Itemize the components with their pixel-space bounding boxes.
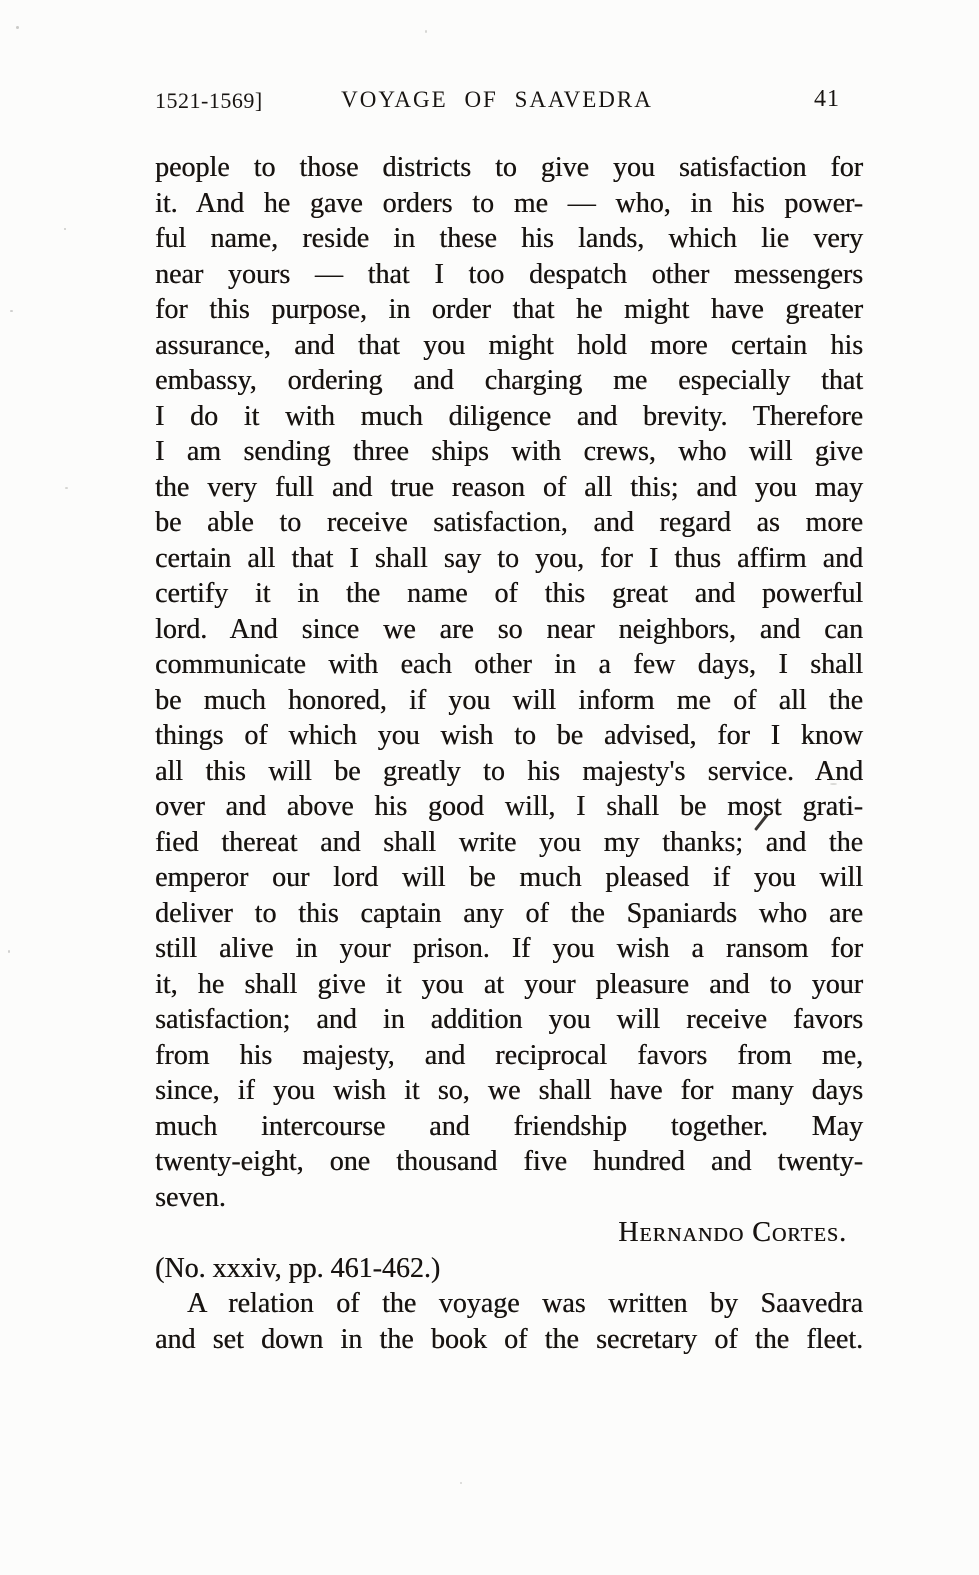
text-line: certify it in the name of this great and powerful xyxy=(155,578,863,609)
scan-speck xyxy=(64,228,66,230)
text-line: deliver to this captain any of the Spaniards who are xyxy=(155,897,863,929)
text-line: over and above his good will, I shall be most grati- xyxy=(155,791,863,822)
text-line: seven. xyxy=(155,1181,226,1213)
text-line: emperor our lord will be much pleased if you will xyxy=(155,862,863,893)
text-line: much intercourse and friendship together. May xyxy=(155,1110,863,1142)
text-line: be much honored, if you will inform me of all the xyxy=(155,684,863,716)
text-line: and set down in the book of the secretary of the fleet. xyxy=(155,1323,863,1355)
text-line: since, if you wish it so, we shall have for many days xyxy=(155,1075,863,1106)
scan-speck xyxy=(830,783,837,785)
text-line: from his majesty, and reciprocal favors from me, xyxy=(155,1039,863,1071)
text-line: things of which you wish to be advised, for I know xyxy=(155,720,863,751)
closing-paragraph xyxy=(155,1286,863,1357)
text-line: still alive in your prison. If you wish a ransom for xyxy=(155,933,863,964)
text-line: the very full and true reason of all this; and you may xyxy=(155,471,863,503)
text-line: it. And he gave orders to me — who, in his power- xyxy=(155,187,863,219)
text-line: satisfaction; and in addition you will receive favors xyxy=(155,1004,863,1035)
scan-speck xyxy=(16,26,19,29)
text-line: ful name, reside in these his lands, which lie very xyxy=(155,223,863,254)
text-line: people to those districts to give you satisfaction for xyxy=(155,152,863,183)
text-line: near yours — that I too despatch other messengers xyxy=(155,258,863,290)
text-line: all this will be greatly to his majesty's service. And xyxy=(155,755,863,787)
scan-speck xyxy=(460,1482,462,1484)
text-line: be able to receive satisfaction, and regard as more xyxy=(155,507,863,538)
text-line: I do it with much diligence and brevity. Therefore xyxy=(155,400,863,432)
text-line: for this purpose, in order that he might have greater xyxy=(155,294,863,325)
text-line: certain all that I shall say to you, for I thus affirm and xyxy=(155,542,863,574)
text-line: communicate with each other in a few days, I shall xyxy=(155,649,863,680)
text-line: assurance, and that you might hold more certain his xyxy=(155,329,863,361)
text-line: fied thereat and shall write you my thanks; and the xyxy=(155,826,863,858)
text-column xyxy=(155,150,863,1357)
text-line: A relation of the voyage was written by Saavedra xyxy=(187,1288,863,1319)
text-line: embassy, ordering and charging me especially that xyxy=(155,365,863,396)
text-line: lord. And since we are so near neighbors, and can xyxy=(155,613,863,645)
text-line: it, he shall give it you at your pleasure and to your xyxy=(155,968,863,1000)
page-number: 41 xyxy=(814,86,840,112)
text-line: I am sending three ships with crews, who will give xyxy=(155,436,863,467)
letter-body xyxy=(155,150,863,1215)
scan-speck xyxy=(8,950,10,953)
signature: Hernando Cortes. xyxy=(618,1217,847,1248)
running-head xyxy=(155,84,863,118)
header-date-range: 1521-1569] xyxy=(155,88,263,113)
citation: (No. xxxiv, pp. 461-462.) xyxy=(155,1252,441,1284)
page-title: VOYAGE OF SAAVEDRA xyxy=(341,87,653,112)
scan-speck xyxy=(65,487,68,489)
scan-speck xyxy=(425,30,427,33)
text-line: twenty-eight, one thousand five hundred and twenty- xyxy=(155,1146,863,1177)
scan-speck xyxy=(10,310,13,312)
